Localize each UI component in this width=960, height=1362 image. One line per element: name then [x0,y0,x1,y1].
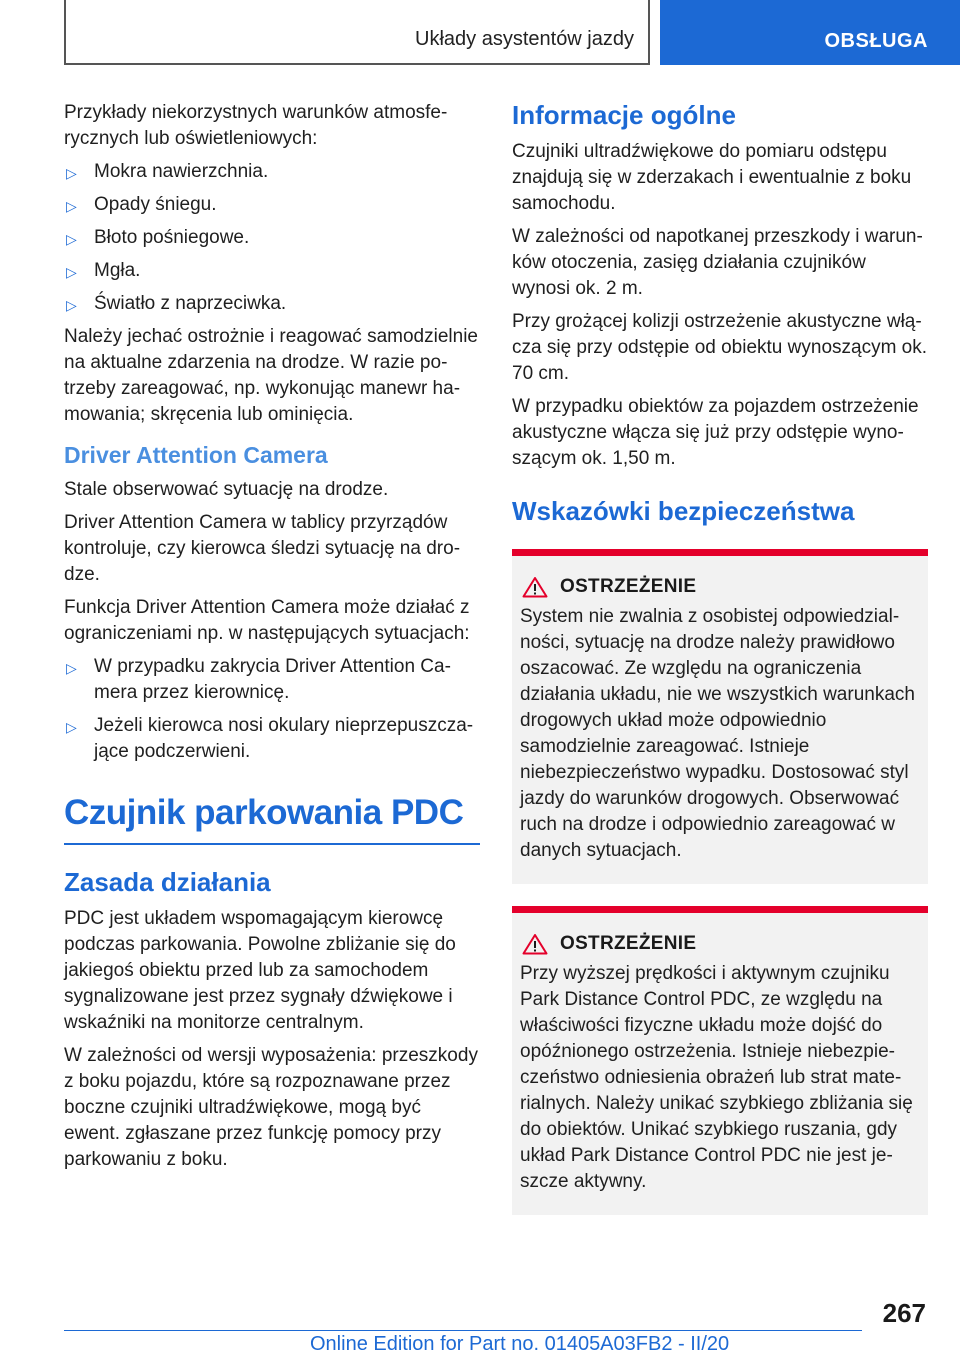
list-item: ▷ Mgła. [64,258,480,284]
warning-label: OSTRZEŻENIE [560,576,697,597]
safety-heading: Wskazówki bezpieczeństwa [512,496,855,526]
list-item: ▷ Błoto pośniegowe. [64,225,480,251]
section-title: OBSŁUGA [824,30,928,52]
list-item: ▷ Światło z naprzeciwka. [64,291,480,317]
general-paragraph-3: Przy grożącej kolizji ostrzeżenie akustyczne włącza się przy odstępie od obiektu wynoszącym ok. 70 cm. [512,311,928,384]
triangle-right-icon: ▷ [66,165,77,181]
warning-text: System nie zwalnia z osobistej odpowiedzialności, sytuację na drodze należy prawidłowo oszacować. Ze względu na ograniczenia działania układu, nie we wszystkich warunkach drogowych układ może odpowiednio samodzielnie zareagować. Istnieje niebezpieczeństwo wypadku. Dostosować styl jazdy do warunków drogowych. Obserwować ruch na drodze i odpowiednio zareagować w danych sytuacjach. [520,606,915,861]
general-paragraph-4: W przypadku obiektów za pojazdem ostrzeżenie akustyczne włącza się już przy odstępie wynoszącym ok. 1,50 m. [512,396,919,469]
triangle-right-icon: ▷ [66,719,77,735]
triangle-right-icon: ▷ [66,264,77,280]
footer-edition: Online Edition for Part no. 01405A03FB2 - II/20 [310,1333,730,1355]
triangle-right-icon: ▷ [66,297,77,313]
chapter-title: Układy asystentów jazdy [415,28,634,50]
conditions-intro: Przykłady niekorzystnych warunków atmosferycznych lub oświetleniowych: [64,102,448,149]
general-paragraph-1: Czujniki ultradźwiękowe do pomiaru odstępu znajdują się w zderzakach i ewentualnie z boku samochodu. [512,141,912,214]
principle-paragraph-1: PDC jest układem wspomagającym kierowcę podczas parkowania. Powolne zbliżanie się do jakiegoś obiektu przed lub za samochodem sygnalizowane jest przez sygnały dźwiękowe i wskaźniki na monitorze centralnym. [64,908,456,1033]
warning-header [520,933,920,955]
warning-text: Przy wyższej prędkości i aktywnym czujniku Park Distance Control PDC, ze względu na właściwości fizyczne układu może dojść do opóźnionego ostrzeżenia. Istnieje niebezpieczeństwo odniesienia obrażeń lub strat materialnych. Należy unikać szybkiego zbliżania się do obiektów. Unikać szybkiego ruszania, gdy układ Park Distance Control PDC nie jest jeszcze aktywny. [520,963,913,1192]
warning-box-1 [512,549,928,884]
list-item: ▷ Opady śniegu. [64,192,480,218]
warning-triangle-icon [522,576,548,598]
warning-box-2 [512,906,928,1215]
warning-triangle-icon [522,933,548,955]
page-number: 267 [882,1298,926,1328]
section-tab [660,0,960,65]
triangle-right-icon: ▷ [66,660,77,676]
warning-header [520,576,920,598]
dac-heading: Driver Attention Camera [64,442,328,468]
caution-paragraph: Należy jechać ostrożnie i reagować samodzielnie na aktualne zdarzenia na drodze. W razie potrzeby zareagować, np. wykonując manewr hamowania; skręcenia lub ominięcia. [64,326,478,425]
principle-paragraph-2: W zależności od wersji wyposażenia: przeszkody z boku pojazdu, które są rozpoznawane przez boczne czujniki ultradźwiękowe, mogą być ewent. zgłaszane przez funkcję pomocy przy parkowaniu z boku. [64,1045,478,1170]
pdc-section-heading: Czujnik parkowania PDC [64,793,480,845]
dac-paragraph-1: Stale obserwować sytuację na drodze. [64,479,389,500]
warning-label: OSTRZEŻENIE [560,933,697,954]
triangle-right-icon: ▷ [66,198,77,214]
list-item: ▷ Mokra nawierzchnia. [64,159,480,185]
general-paragraph-2: W zależności od napotkanej przeszkody i warunków otoczenia, zasięg działania czujników wynosi ok. 2 m. [512,226,923,299]
footer-divider [64,1330,862,1331]
list-item: ▷ W przypadku zakrycia Driver Attention Camera przez kierownicę. [66,656,451,703]
dac-paragraph-2: Driver Attention Camera w tablicy przyrządów kontroluje, czy kierowca śledzi sytuację na drodze. [64,512,461,585]
principle-heading: Zasada działania [64,867,271,897]
left-column [64,100,480,1180]
general-heading: Informacje ogólne [512,100,736,130]
right-column [512,100,928,1215]
triangle-right-icon: ▷ [66,231,77,247]
dac-limits-list [64,654,480,765]
dac-paragraph-3: Funkcja Driver Attention Camera może działać z ograniczeniami np. w następujących sytuacjach: [64,597,470,644]
chapter-header [64,0,650,65]
list-item: ▷ Jeżeli kierowca nosi okulary nieprzepuszczające podczerwieni. [66,715,474,762]
conditions-list [64,159,480,317]
